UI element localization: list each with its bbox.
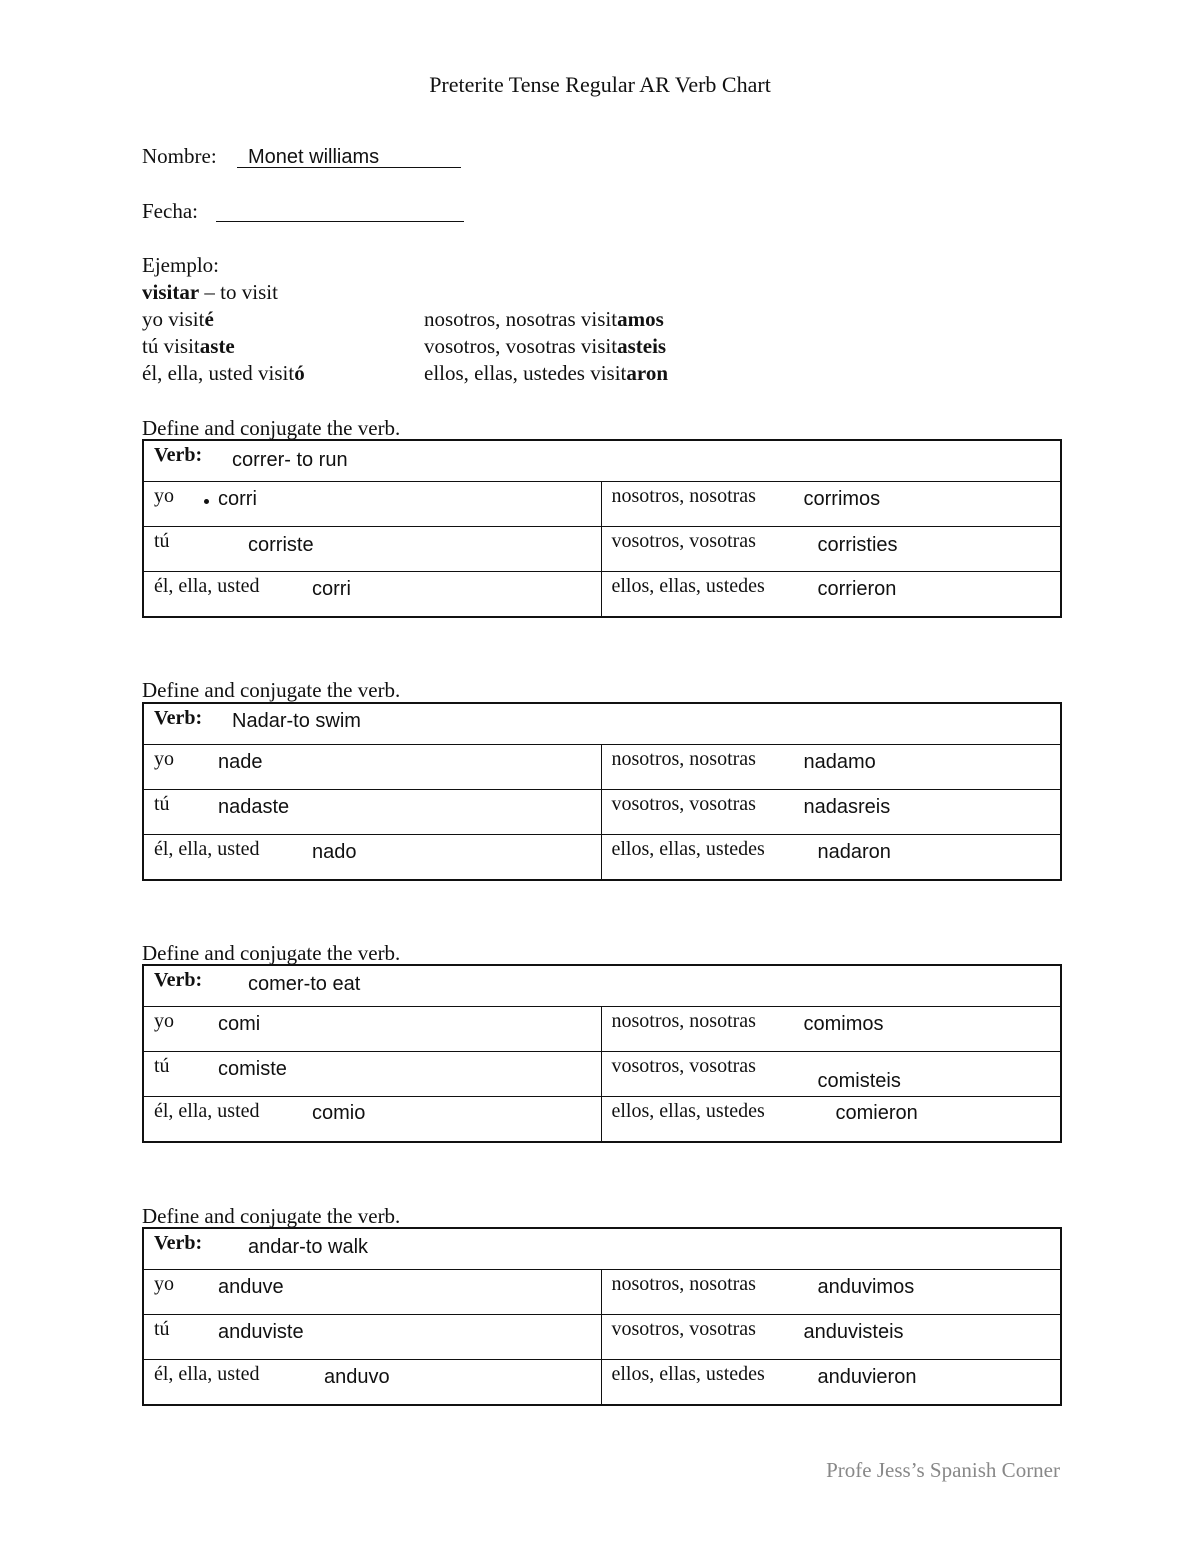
label-nosotros: nosotros, nosotras xyxy=(611,485,756,507)
instruction-2: Define and conjugate the verb. xyxy=(142,678,401,702)
footer-credit: Profe Jess’s Spanish Corner xyxy=(826,1458,1060,1482)
instruction-3: Define and conjugate the verb. xyxy=(142,941,401,965)
verb-answer[interactable]: andar-to walk xyxy=(248,1236,369,1258)
label-vosotros: vosotros, vosotras xyxy=(611,530,756,552)
label-nosotros: nosotros, nosotras xyxy=(611,1273,756,1295)
cell-ellos xyxy=(601,572,1061,618)
cell-tu xyxy=(143,1315,601,1360)
cell-tu xyxy=(143,1052,601,1097)
verb-row xyxy=(143,440,1061,482)
label-nosotros: nosotros, nosotras xyxy=(611,748,756,770)
answer-tu[interactable]: anduviste xyxy=(218,1321,304,1343)
label-tu: tú xyxy=(154,1318,170,1340)
label-yo: yo xyxy=(154,1273,174,1295)
label-yo: yo xyxy=(154,1010,174,1032)
label-vosotros: vosotros, vosotras xyxy=(611,1055,756,1077)
example-heading: Ejemplo: xyxy=(142,253,219,277)
label-ellos: ellos, ellas, ustedes xyxy=(611,575,765,597)
label-tu: tú xyxy=(154,1055,170,1077)
verb-label: Verb: xyxy=(154,707,203,729)
verb-table-1 xyxy=(142,439,1062,618)
fecha-label: Fecha: xyxy=(142,199,198,223)
verb-row xyxy=(143,703,1061,745)
cell-nosotros xyxy=(601,482,1061,527)
answer-el[interactable]: corri xyxy=(312,578,351,600)
example-verb-line xyxy=(142,280,278,305)
cell-ellos xyxy=(601,1360,1061,1406)
cell-yo xyxy=(143,1007,601,1052)
page-title: Preterite Tense Regular AR Verb Chart xyxy=(429,72,771,97)
example-vosotros: vosotros, vosotras visitasteis xyxy=(424,334,667,358)
label-yo: yo xyxy=(154,748,174,770)
answer-el[interactable]: comio xyxy=(312,1102,366,1124)
answer-yo[interactable]: nade xyxy=(218,751,263,773)
answer-ellos[interactable]: corrieron xyxy=(817,578,897,600)
example-meaning: – to visit xyxy=(199,280,278,304)
label-el: él, ella, usted xyxy=(154,1100,260,1122)
cell-el xyxy=(143,1097,601,1143)
cell-el xyxy=(143,1360,601,1406)
label-ellos: ellos, ellas, ustedes xyxy=(611,1100,765,1122)
verb-label: Verb: xyxy=(154,1232,203,1254)
example-el: él, ella, usted visitó xyxy=(142,361,305,385)
verb-row xyxy=(143,965,1061,1007)
cell-tu xyxy=(143,527,601,572)
answer-yo[interactable]: corri xyxy=(218,488,257,510)
answer-nosotros[interactable]: anduvimos xyxy=(817,1276,915,1298)
cell-el xyxy=(143,835,601,881)
label-ellos: ellos, ellas, ustedes xyxy=(611,838,765,860)
example-nosotros: nosotros, nosotras visitamos xyxy=(424,307,664,331)
ink-dot xyxy=(204,499,209,504)
answer-el[interactable]: nado xyxy=(312,841,357,863)
fecha-line xyxy=(216,221,464,222)
example-tu: tú visitaste xyxy=(142,334,235,358)
example-verb: visitar xyxy=(142,280,200,304)
example-yo: yo visité xyxy=(142,307,214,331)
label-el: él, ella, usted xyxy=(154,575,260,597)
instruction-1: Define and conjugate the verb. xyxy=(142,416,401,440)
answer-nosotros[interactable]: corrimos xyxy=(803,488,881,510)
cell-nosotros xyxy=(601,1007,1061,1052)
answer-nosotros[interactable]: comimos xyxy=(803,1013,884,1035)
verb-table-4 xyxy=(142,1227,1062,1406)
answer-tu[interactable]: corriste xyxy=(248,534,314,556)
cell-nosotros xyxy=(601,1270,1061,1315)
label-ellos: ellos, ellas, ustedes xyxy=(611,1363,765,1385)
answer-vosotros[interactable]: corristies xyxy=(817,534,898,556)
answer-nosotros[interactable]: nadamo xyxy=(803,751,876,773)
cell-el xyxy=(143,572,601,618)
nombre-value[interactable]: Monet williams xyxy=(248,146,380,168)
cell-vosotros xyxy=(601,1052,1061,1097)
cell-yo xyxy=(143,745,601,790)
verb-label: Verb: xyxy=(154,969,203,991)
answer-vosotros[interactable]: comisteis xyxy=(817,1070,901,1092)
label-vosotros: vosotros, vosotras xyxy=(611,793,756,815)
label-el: él, ella, usted xyxy=(154,838,260,860)
cell-yo xyxy=(143,1270,601,1315)
cell-tu xyxy=(143,790,601,835)
label-el: él, ella, usted xyxy=(154,1363,260,1385)
verb-answer[interactable]: comer-to eat xyxy=(248,973,361,995)
verb-answer[interactable]: correr- to run xyxy=(232,449,348,471)
answer-vosotros[interactable]: anduvisteis xyxy=(803,1321,904,1343)
instruction-4: Define and conjugate the verb. xyxy=(142,1204,401,1228)
cell-vosotros xyxy=(601,1315,1061,1360)
cell-nosotros xyxy=(601,745,1061,790)
answer-ellos[interactable]: nadaron xyxy=(817,841,891,863)
verb-row xyxy=(143,1228,1061,1270)
cell-vosotros xyxy=(601,527,1061,572)
answer-tu[interactable]: nadaste xyxy=(218,796,290,818)
answer-vosotros[interactable]: nadasreis xyxy=(803,796,891,818)
cell-yo xyxy=(143,482,601,527)
verb-table-3 xyxy=(142,964,1062,1143)
label-yo: yo xyxy=(154,485,174,507)
label-tu: tú xyxy=(154,793,170,815)
answer-yo[interactable]: anduve xyxy=(218,1276,284,1298)
answer-el[interactable]: anduvo xyxy=(324,1366,390,1388)
label-vosotros: vosotros, vosotras xyxy=(611,1318,756,1340)
verb-table-2 xyxy=(142,702,1062,881)
label-tu: tú xyxy=(154,530,170,552)
nombre-label: Nombre: xyxy=(142,144,217,168)
answer-ellos[interactable]: anduvieron xyxy=(817,1366,917,1388)
example-ellos: ellos, ellas, ustedes visitaron xyxy=(424,361,669,385)
answer-ellos[interactable]: comieron xyxy=(835,1102,918,1124)
answer-tu[interactable]: comiste xyxy=(218,1058,287,1080)
cell-vosotros xyxy=(601,790,1061,835)
cell-ellos xyxy=(601,835,1061,881)
verb-answer[interactable]: Nadar-to swim xyxy=(232,710,361,732)
verb-label: Verb: xyxy=(154,444,203,466)
cell-ellos xyxy=(601,1097,1061,1143)
label-nosotros: nosotros, nosotras xyxy=(611,1010,756,1032)
answer-yo[interactable]: comi xyxy=(218,1013,261,1035)
